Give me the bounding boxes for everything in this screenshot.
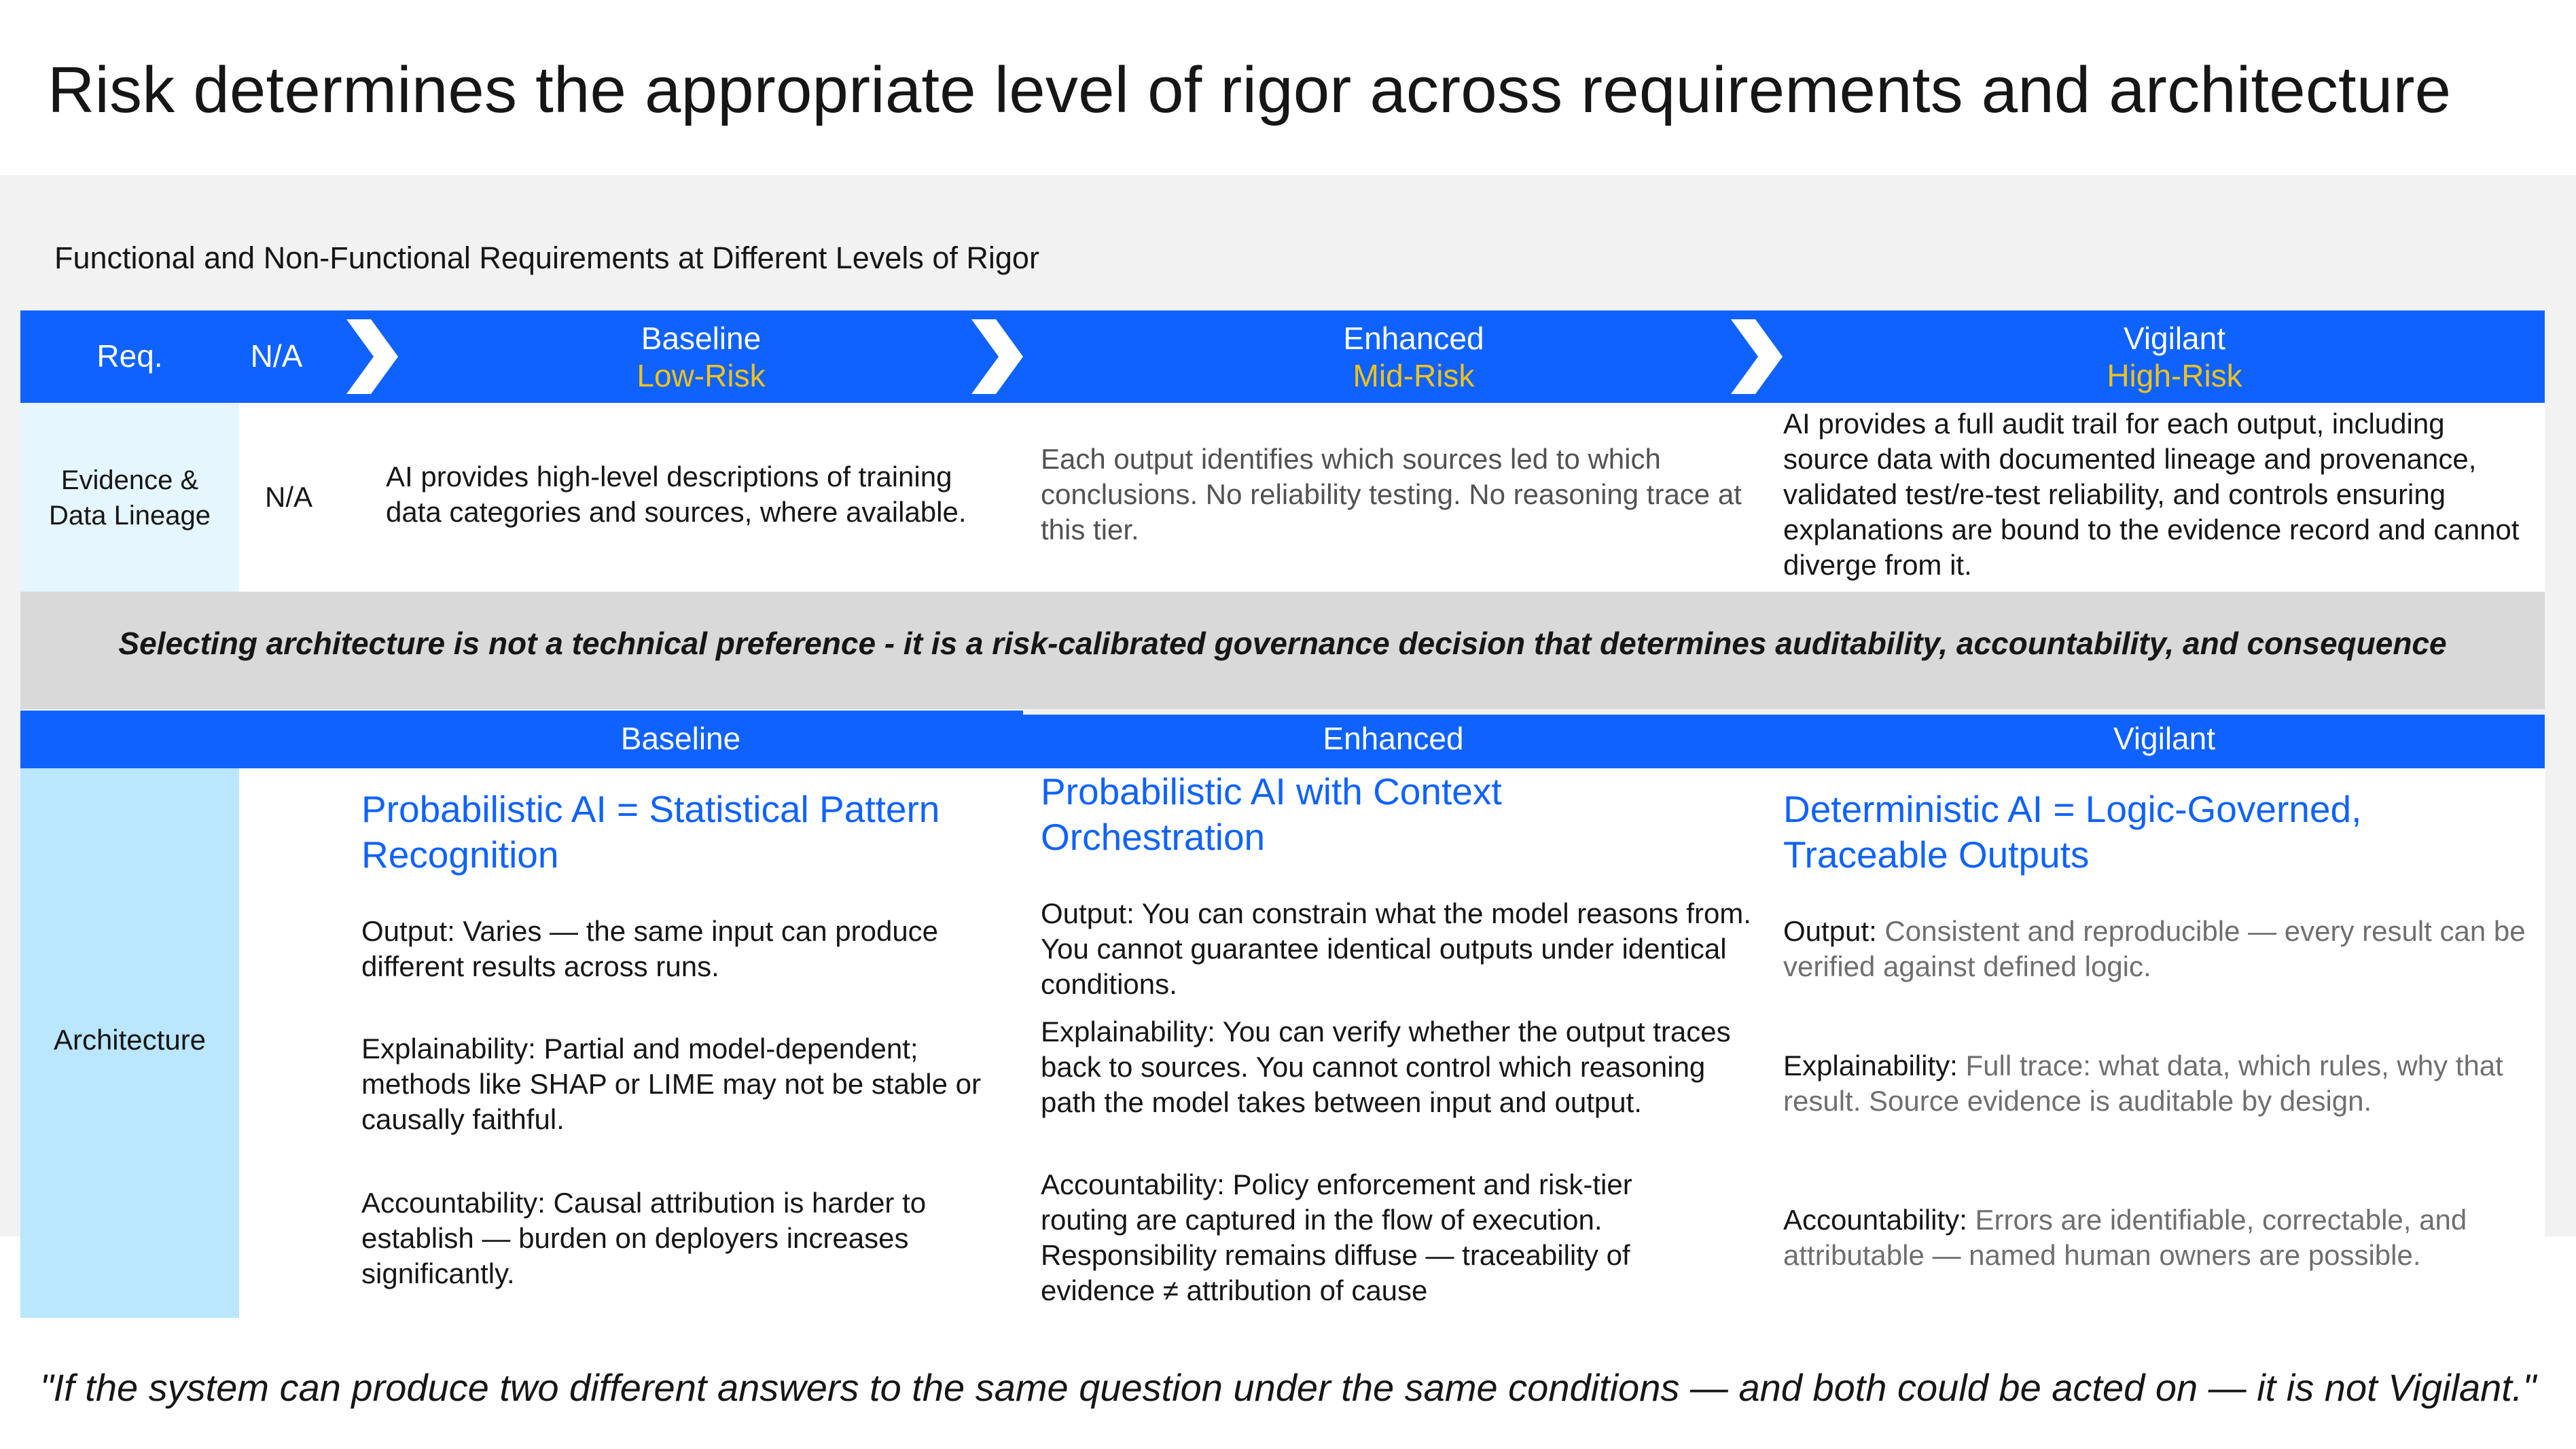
enhanced-explainability: Explainability: You can verify whether the output traces back to sources. You cannot control which reasoning path the model takes between input and output. xyxy=(1041,1016,1731,1118)
enhanced-arch-title: Probabilistic AI with Context Orchestration xyxy=(1041,770,1502,858)
risk-label: Mid-Risk xyxy=(1353,358,1475,393)
chevron-right-icon xyxy=(1730,319,1784,394)
evidence-na: N/A xyxy=(265,481,313,513)
evidence-label-cell xyxy=(20,403,239,592)
closing-quote: "If the system can produce two different answers to the same question under the same conditions — and both could be acted on — it is not Vigilant." xyxy=(39,1366,2537,1409)
evidence-baseline: AI provides high-level descriptions of training data categories and sources, where available. xyxy=(386,461,967,528)
arch-header-enhanced: Enhanced xyxy=(1323,721,1464,756)
vigilant-arch-title: Deterministic AI = Logic-Governed, Traceable Outputs xyxy=(1783,788,2362,876)
baseline-accountability: Accountability: Causal attribution is harder to establish — burden on deployers increases significantly. xyxy=(361,1187,927,1289)
evidence-vigilant: AI provides a full audit trail for each output, including source data with documented lineage and provenance, validated test/re-test reliability, and controls ensuring explanations are bound to the evidence record and cannot diverge from it. xyxy=(1783,408,2520,581)
tier-header-band xyxy=(20,310,2545,403)
tier-name: Enhanced xyxy=(1343,321,1484,356)
arch-header-baseline: Baseline xyxy=(620,721,741,756)
tier-vigilant-header xyxy=(1804,320,2545,395)
risk-label: Low-Risk xyxy=(637,358,766,393)
baseline-explainability: Explainability: Partial and model-dependent; methods like SHAP or LIME may not be stable or causally faithful. xyxy=(361,1033,981,1135)
enhanced-accountability: Accountability: Policy enforcement and risk-tier routing are captured in the flow of execution. Responsibility remains diffuse — traceability of evidence ≠ attribution of cause xyxy=(1041,1168,1632,1306)
tier-baseline-header xyxy=(394,320,1008,395)
baseline-arch-title: Probabilistic AI = Statistical Pattern Recognition xyxy=(361,788,940,876)
page-title: Risk determines the appropriate level of rigor across requirements and architecture xyxy=(48,54,2452,126)
architecture-label-cell xyxy=(20,768,239,1318)
enhanced-output: Output: You can constrain what the model reasons from. You cannot guarantee identical outputs under identical conditions. xyxy=(1041,897,1751,1000)
governance-banner-text: Selecting architecture is not a technical preference - it is a risk-calibrated governance decision that determines auditability, accountability, and consequence xyxy=(118,626,2447,661)
section-subtitle: Functional and Non-Functional Requirements at Different Levels of Rigor xyxy=(54,240,1039,275)
na-header: N/A xyxy=(250,338,303,374)
vigilant-output: Output: Consistent and reproducible — every result can be verified against defined logic. xyxy=(1783,915,2526,982)
tier-enhanced-header xyxy=(1023,320,1804,395)
chevron-right-icon xyxy=(345,319,399,394)
vigilant-explainability: Explainability: Full trace: what data, which rules, why that result. Source evidence is auditable by design. xyxy=(1783,1050,2503,1117)
evidence-enhanced: Each output identifies which sources led to which conclusions. No reliability testing. No reasoning trace at this tier. xyxy=(1041,443,1742,545)
baseline-output: Output: Varies — the same input can produce different results across runs. xyxy=(361,915,939,982)
tier-name: Vigilant xyxy=(2123,321,2226,356)
architecture-label: Architecture xyxy=(53,1024,207,1056)
risk-label: High-Risk xyxy=(2107,358,2242,393)
req-header: Req. xyxy=(96,338,163,374)
vigilant-accountability: Accountability: Errors are identifiable, correctable, and attributable — named human owners are possible. xyxy=(1783,1204,2467,1271)
arch-header-vigilant: Vigilant xyxy=(2113,721,2216,756)
evidence-label: Evidence & Data Lineage xyxy=(49,465,211,531)
chevron-right-icon xyxy=(970,319,1024,394)
tier-name: Baseline xyxy=(641,321,762,356)
